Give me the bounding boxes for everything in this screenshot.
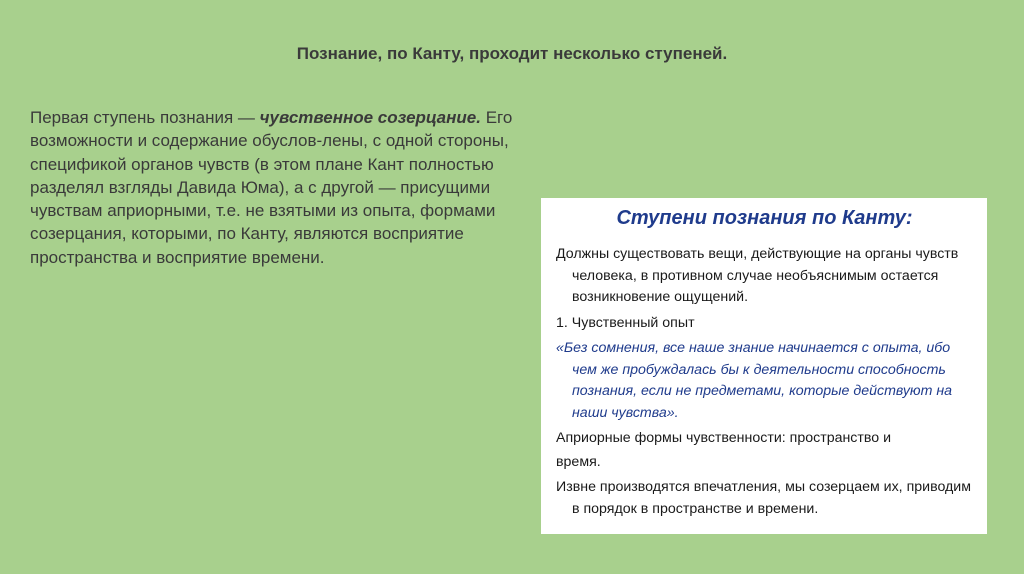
body-paragraph (30, 106, 530, 269)
slide-title: Познание, по Канту, проходит несколько ступеней. (296, 44, 728, 63)
card-paragraph-sensory-experience: 1. Чувственный опыт (556, 314, 695, 331)
card-paragraph-a-priori-forms: Априорные формы чувственности: пространство и (556, 430, 892, 446)
card-paragraph-impressions: Извне производятся впечатления, мы созерцаем их, приводим в порядок в пространстве и времени. (556, 479, 971, 517)
card-paragraph-time: время. (556, 453, 601, 470)
body-rest: Его возможности и содержание обуслов-лены, с одной стороны, спецификой органов чувств (в этом плане Кант полностью разделял взгляды Давида Юма), а с другой — присущими чувствам априорными, т.е. не взятыми из опыта, формами созерцания, которыми, по Канту, являются восприятие пространства и восприятие времени. (30, 108, 513, 267)
card-paragraph-things: Должны существовать вещи, действующие на органы чувств человека, в противном случае необъяснимым остается возникновение ощущений. (556, 246, 959, 305)
card-title: Ступени познания по Канту: (616, 207, 913, 229)
body-lead: Первая ступень познания — (30, 108, 260, 127)
body-emphasis: чувственное созерцание. (259, 108, 481, 127)
card-paragraph-quote: «Без сомнения, все наше знание начинается с опыта, ибо чем же пробуждалась бы к деятельности способность познания, если не предметами, которые действуют на наши чувства». (556, 340, 953, 421)
kant-stages-card (541, 198, 987, 534)
